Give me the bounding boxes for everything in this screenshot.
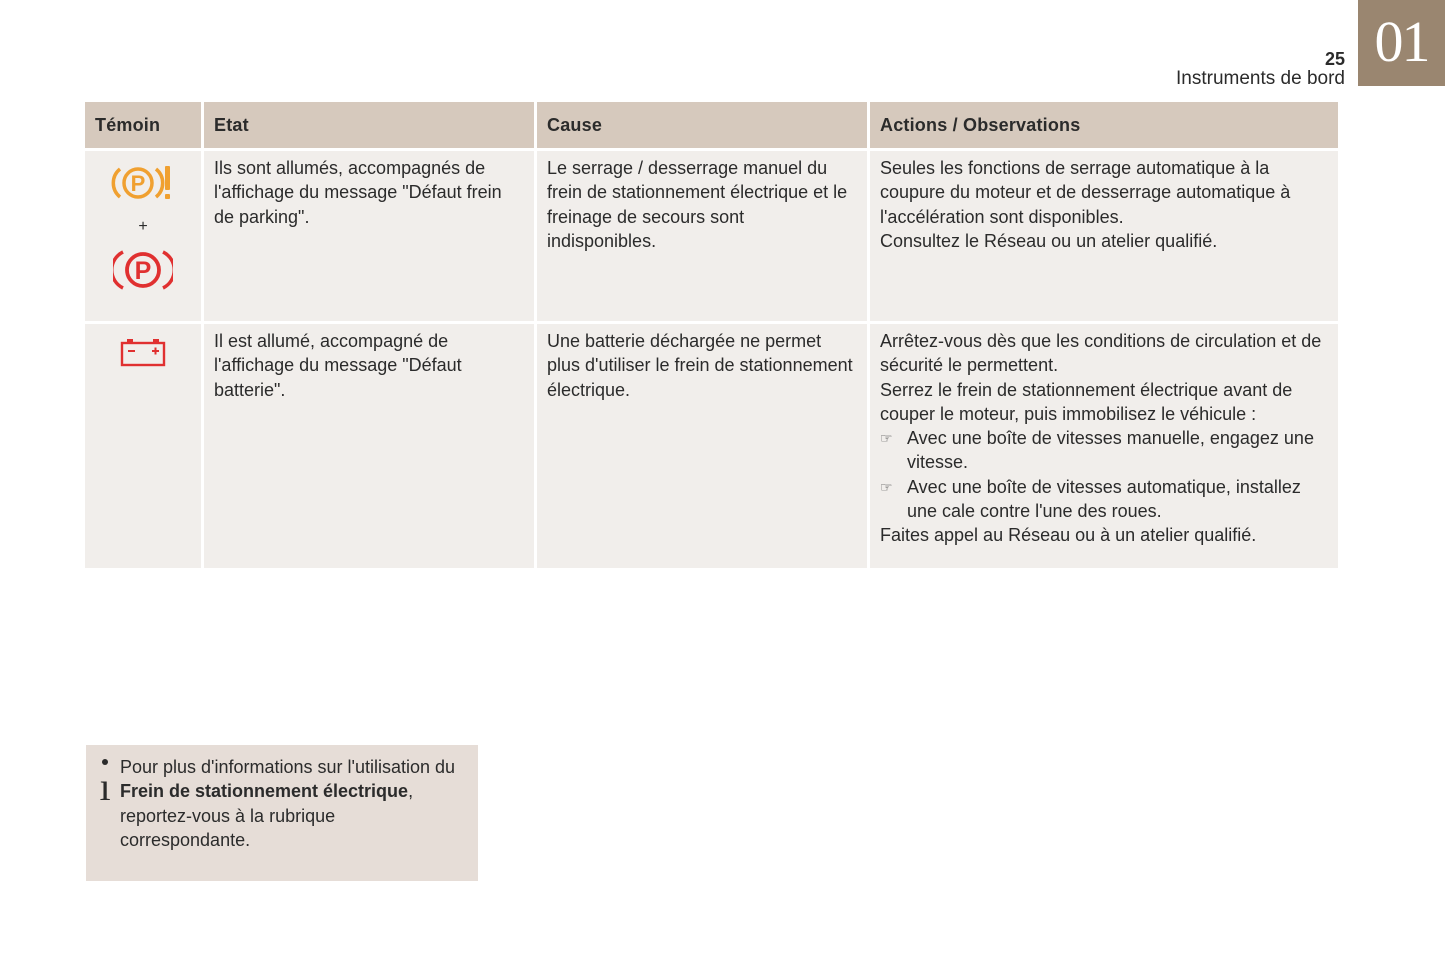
actions-line: Faites appel au Réseau ou à un atelier qualifié. [880, 525, 1257, 546]
pointing-hand-icon: ☞ [880, 478, 893, 495]
bullet-text: Avec une boîte de vitesses automatique, installez une cale contre l'une des roues. [907, 476, 1301, 522]
etat-cell: Il est allumé, accompagné de l'affichage du message "Défaut batterie". [204, 324, 534, 568]
bullet-item [880, 426, 1328, 475]
actions-line: Serrez le frein de stationnement électrique avant de couper le moteur, puis immobilisez le véhicule : [880, 379, 1293, 424]
actions-cell [870, 324, 1338, 568]
warning-lights-table [82, 99, 1341, 571]
info-text [120, 755, 465, 852]
header-temoin: Témoin [85, 102, 201, 148]
svg-text:ı: ı [99, 764, 111, 805]
info-box [86, 745, 478, 881]
parking-brake-red-icon [113, 247, 173, 293]
pointing-hand-icon: ☞ [880, 430, 893, 447]
parking-brake-fault-icon [111, 163, 175, 203]
battery-icon [120, 336, 166, 368]
info-text-part: Pour plus d'informations sur l'utilisation du [120, 757, 456, 777]
actions-cell [870, 151, 1338, 321]
header-etat: Etat [204, 102, 534, 148]
table-row [85, 151, 1338, 321]
bullet-text: Avec une boîte de vitesses manuelle, engagez une vitesse. [907, 428, 1314, 473]
plus-sign: + [138, 218, 148, 236]
bullet-item [880, 475, 1328, 524]
header-cause: Cause [537, 102, 867, 148]
temoin-cell [85, 324, 201, 568]
page-number: 25 [1324, 49, 1345, 69]
table-row [85, 324, 1338, 568]
info-icon [96, 755, 116, 805]
section-title: Instruments de bord [1176, 68, 1345, 89]
chapter-number: 01 [1374, 8, 1429, 74]
cause-cell: Le serrage / desserrage manuel du frein de stationnement électrique et le freinage de secours sont indisponibles. [537, 151, 867, 321]
chapter-tab [1358, 0, 1445, 86]
info-text-bold: Frein de stationnement électrique [120, 781, 409, 802]
etat-cell: Ils sont allumés, accompagnés de l'affichage du message "Défaut frein de parking". [204, 151, 534, 321]
cause-cell: Une batterie déchargée ne permet plus d'utiliser le frein de stationnement électrique. [537, 324, 867, 568]
temoin-cell [85, 151, 201, 321]
info-text-part: , reportez-vous à la rubrique correspondante. [120, 781, 414, 850]
actions-line: Seules les fonctions de serrage automatique à la coupure du moteur et de desserrage automatique à l'accélération sont disponibles. [880, 158, 1291, 227]
svg-text:P: P [134, 257, 152, 286]
header-actions: Actions / Observations [870, 102, 1338, 148]
actions-line: Consultez le Réseau ou un atelier qualifié. [880, 230, 1218, 251]
table-header-row [85, 102, 1338, 148]
actions-line: Arrêtez-vous dès que les conditions de circulation et de sécurité le permettent. [880, 331, 1322, 376]
svg-text:P: P [130, 171, 146, 196]
